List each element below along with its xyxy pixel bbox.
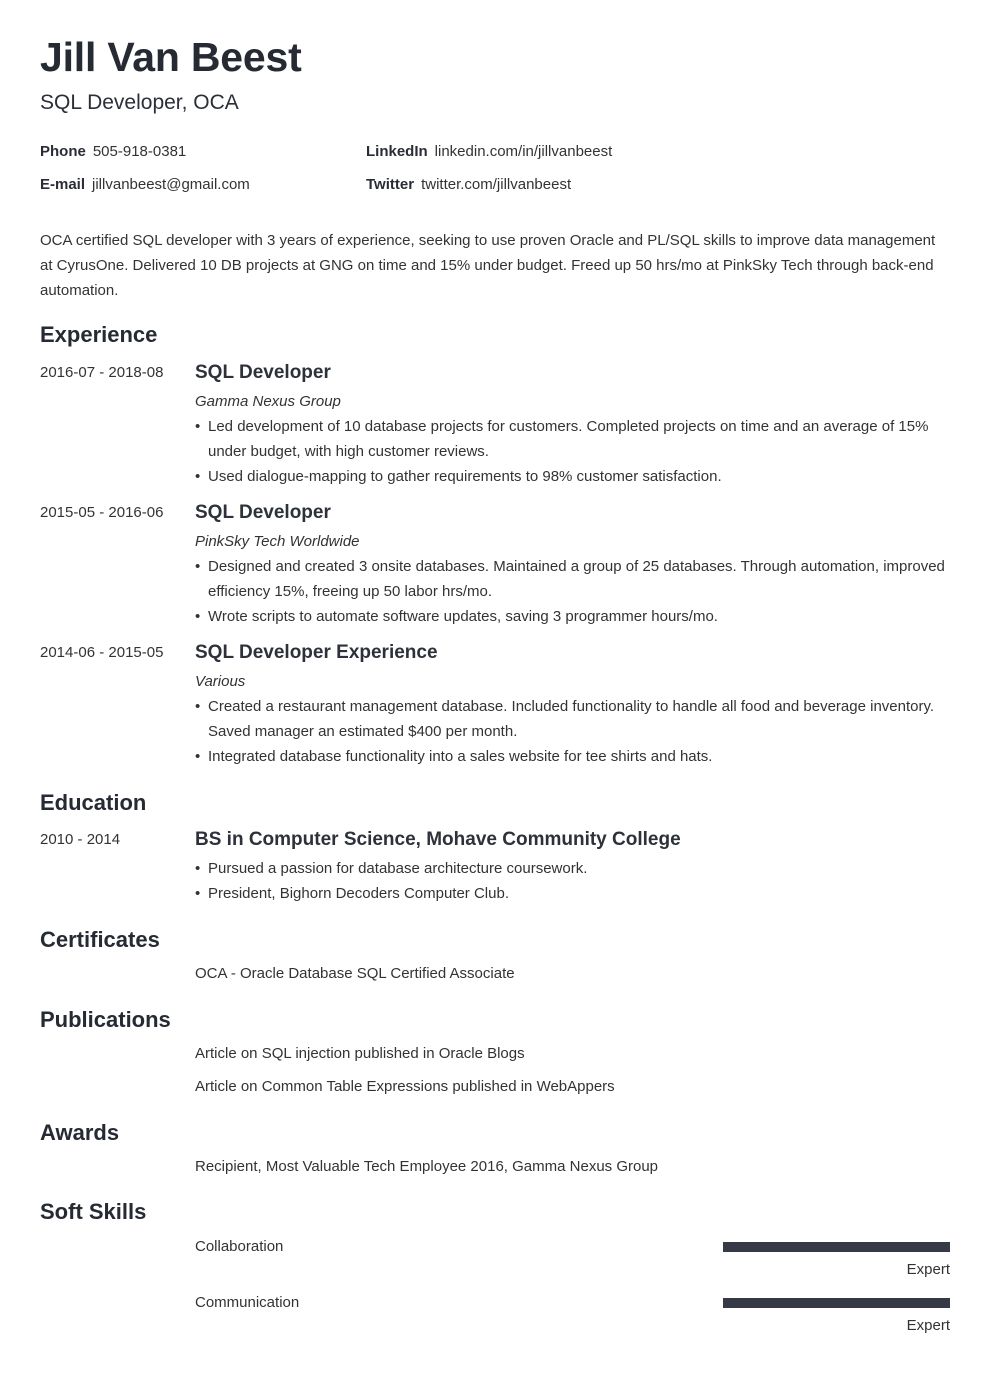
company-name: Various — [195, 673, 246, 690]
experience-dates: 2014-06 - 2015-05 — [40, 644, 164, 661]
email-label: E-mail — [40, 176, 86, 193]
experience-bullets — [195, 694, 950, 769]
phone-label: Phone — [40, 143, 86, 160]
twitter-value[interactable]: twitter.com/jillvanbeest — [421, 176, 572, 193]
email-value[interactable]: jillvanbeest@gmail.com — [92, 176, 250, 193]
degree-title: BS in Computer Science, Mohave Community College — [195, 829, 681, 850]
summary: OCA certified SQL developer with 3 years of experience, seeking to use proven Oracle and PL/SQL skills to improve data management at CyrusOne. Delivered 10 DB projects at GNG on time and 15% under budget. Freed up 50 hrs/mo at PinkSky Tech through back-end automation. — [40, 232, 936, 299]
section-heading-publications: Publications — [40, 1007, 171, 1032]
experience-dates: 2015-05 - 2016-06 — [40, 504, 164, 521]
education-bullets — [195, 856, 950, 906]
certificate-item: OCA - Oracle Database SQL Certified Associate — [195, 965, 515, 982]
contact-phone — [40, 143, 186, 160]
linkedin-label: LinkedIn — [366, 143, 428, 160]
publication-item: Article on SQL injection published in Oracle Blogs — [195, 1045, 525, 1062]
skill-level-label: Expert — [906, 1317, 950, 1334]
experience-bullets — [195, 414, 950, 489]
list-item: • Created a restaurant management database. Included functionality to handle all food and beverage inventory. Saved manager an estimated $400 per month. — [195, 694, 950, 744]
section-heading-soft-skills: Soft Skills — [40, 1199, 147, 1224]
skill-level-bar — [723, 1298, 950, 1308]
contact-linkedin — [366, 143, 612, 160]
list-item: • Designed and created 3 onsite databases. Maintained a group of 25 databases. Through automation, improved efficiency 15%, freeing up 50 labor hrs/mo. — [195, 554, 950, 604]
section-heading-certificates: Certificates — [40, 927, 160, 952]
experience-bullets — [195, 554, 950, 629]
section-heading-education: Education — [40, 790, 147, 815]
linkedin-value[interactable]: linkedin.com/in/jillvanbeest — [434, 143, 613, 160]
skill-level-label: Expert — [906, 1261, 950, 1278]
company-name: Gamma Nexus Group — [195, 393, 341, 410]
list-item: • Wrote scripts to automate software updates, saving 3 programmer hours/mo. — [195, 604, 950, 629]
candidate-name: Jill Van Beest — [40, 34, 302, 80]
twitter-label: Twitter — [366, 176, 415, 193]
section-heading-awards: Awards — [40, 1120, 120, 1145]
job-title: SQL Developer — [195, 502, 331, 523]
job-title: SQL Developer Experience — [195, 642, 438, 663]
list-item: • Led development of 10 database projects for customers. Completed projects on time and an average of 15% under budget, with high customer reviews. — [195, 414, 950, 464]
company-name: PinkSky Tech Worldwide — [195, 533, 360, 550]
contact-email — [40, 176, 250, 193]
skill-level-fill — [723, 1298, 950, 1308]
candidate-title: SQL Developer, OCA — [40, 91, 239, 114]
list-item: • Pursued a passion for database architecture coursework. — [195, 856, 950, 881]
skill-name: Collaboration — [195, 1238, 284, 1255]
list-item: • President, Bighorn Decoders Computer Club. — [195, 881, 950, 906]
award-item: Recipient, Most Valuable Tech Employee 2016, Gamma Nexus Group — [195, 1158, 659, 1175]
skill-level-fill — [723, 1242, 950, 1252]
list-item: • Integrated database functionality into a sales website for tee shirts and hats. — [195, 744, 950, 769]
section-heading-experience: Experience — [40, 322, 158, 347]
education-dates: 2010 - 2014 — [40, 831, 121, 848]
phone-value[interactable]: 505-918-0381 — [92, 143, 187, 160]
experience-dates: 2016-07 - 2018-08 — [40, 364, 164, 381]
job-title: SQL Developer — [195, 362, 331, 383]
skill-level-bar — [723, 1242, 950, 1252]
skill-name: Communication — [195, 1294, 300, 1311]
contact-twitter — [366, 176, 571, 193]
publication-item: Article on Common Table Expressions published in WebAppers — [195, 1078, 615, 1095]
list-item: • Used dialogue-mapping to gather requirements to 98% customer satisfaction. — [195, 464, 950, 489]
